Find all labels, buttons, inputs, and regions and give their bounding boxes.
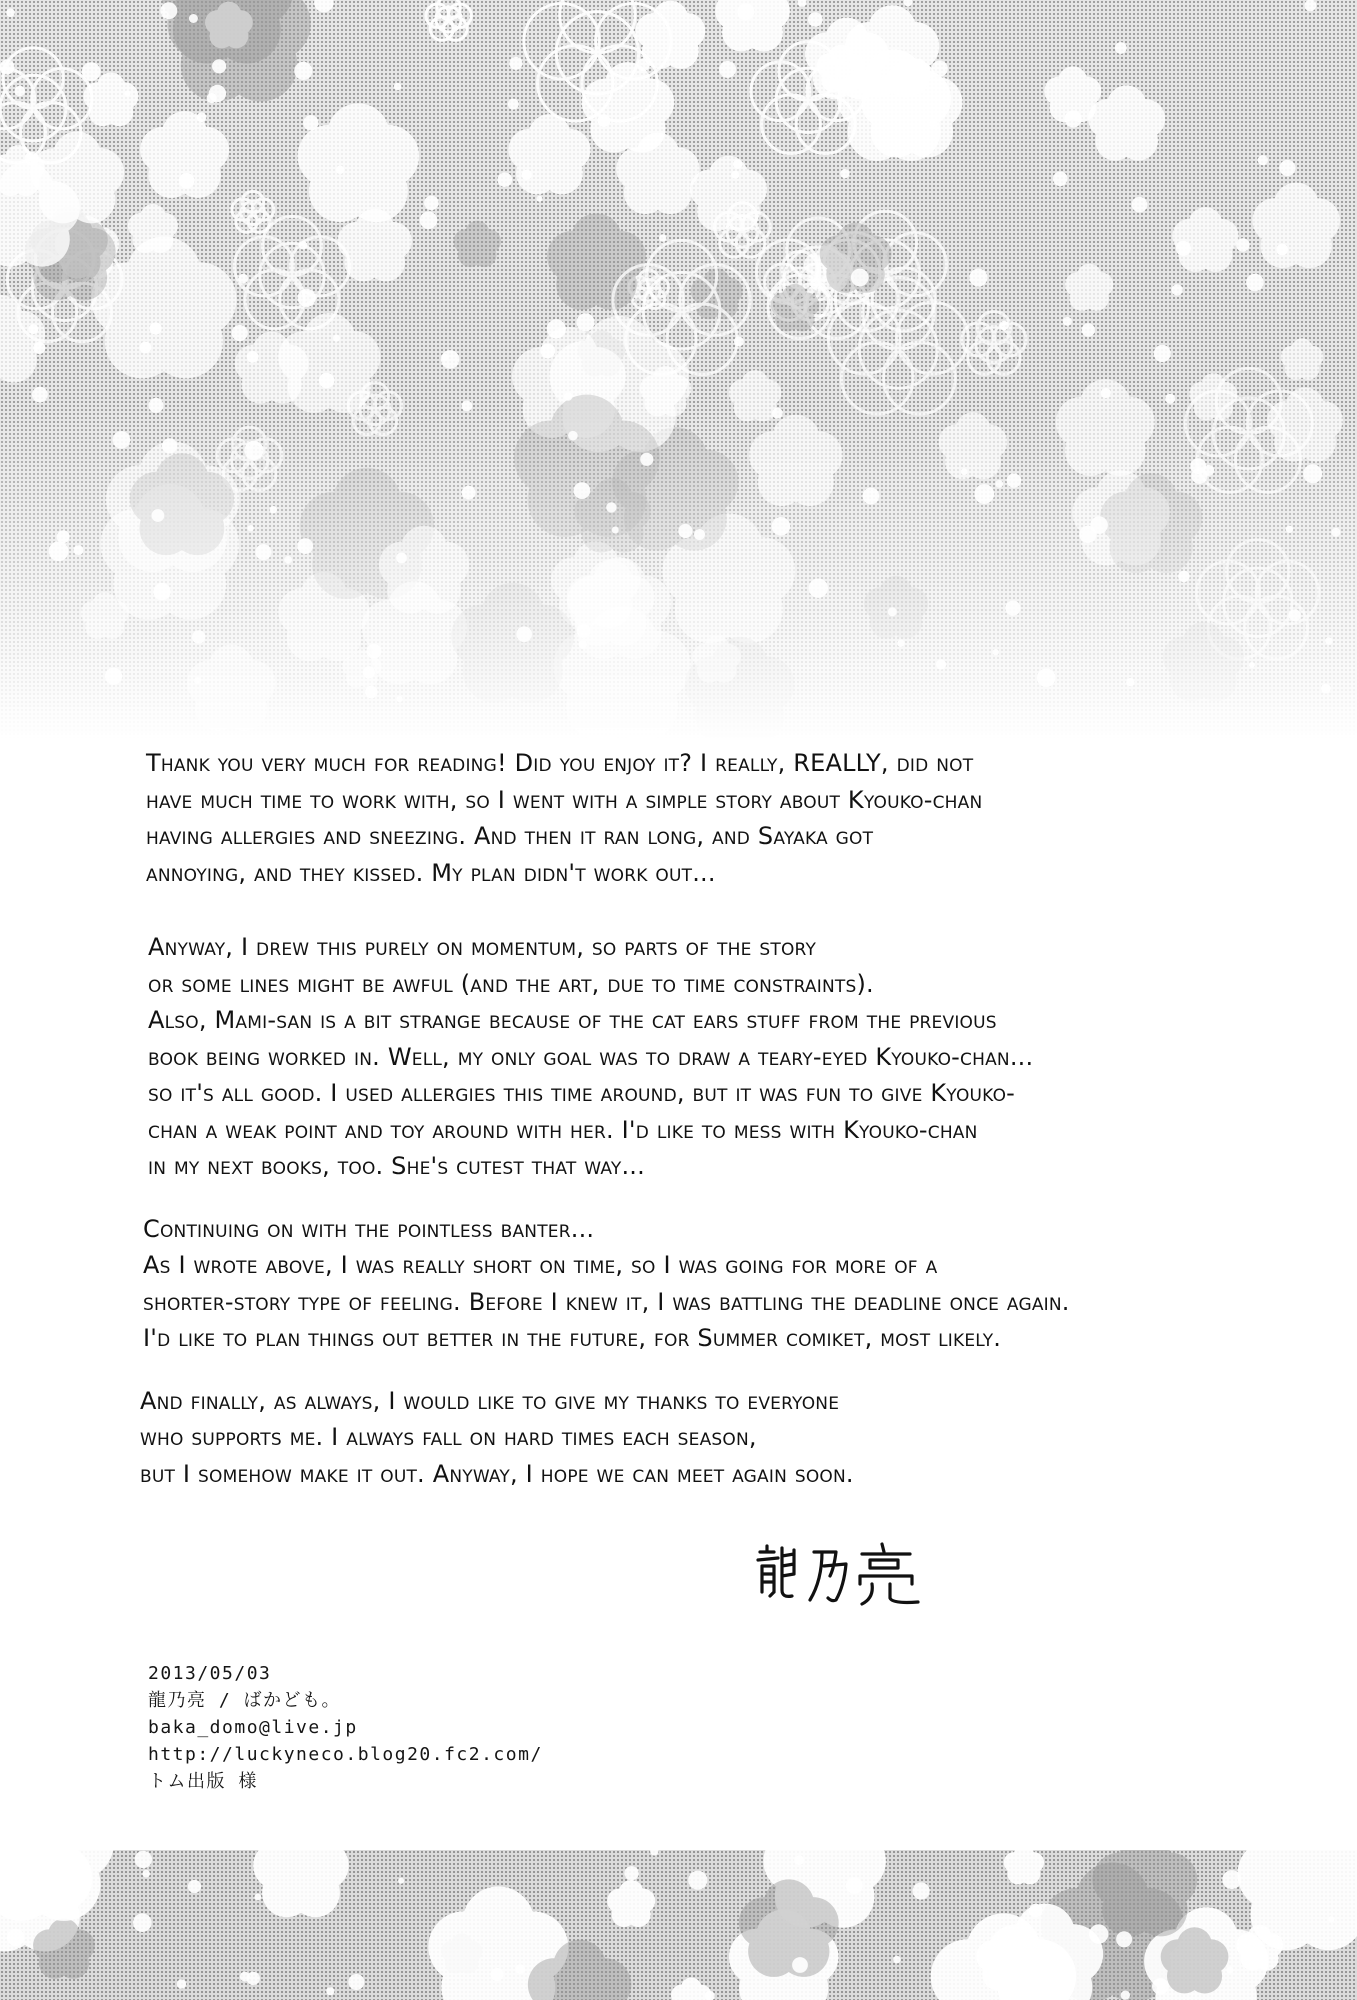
text-line: book being worked in. Well, my only goal was to draw a teary-eyed Kyouko-chan...	[148, 1042, 1034, 1071]
credit-date: 2013/05/03	[148, 1663, 272, 1684]
pattern-dot	[995, 480, 1003, 488]
pattern-dot	[1222, 1870, 1241, 1889]
text-line: And finally, as always, I would like to give my thanks to everyone	[140, 1386, 840, 1415]
flower-shape	[1172, 207, 1238, 272]
pattern-dot	[1236, 238, 1249, 251]
pattern-dot	[160, 2, 177, 19]
flower-shape	[426, 0, 471, 40]
pattern-dot	[326, 1987, 334, 1995]
pattern-dot	[637, 58, 650, 71]
pattern-dot	[1303, 464, 1322, 483]
pattern-dot	[1325, 637, 1333, 645]
pattern-dot	[1132, 197, 1148, 213]
pattern-dot	[731, 171, 739, 179]
pattern-dot	[1063, 317, 1072, 326]
pattern-dot	[194, 677, 201, 684]
pattern-dot	[733, 160, 742, 169]
pattern-dot	[314, 0, 334, 12]
pattern-dot	[1289, 609, 1301, 621]
pattern-dot	[598, 114, 611, 127]
pattern-dot	[794, 1855, 804, 1865]
pattern-dot	[849, 58, 861, 70]
pattern-dot	[319, 373, 334, 388]
pattern-dot	[124, 91, 130, 97]
flower-shape	[187, 645, 275, 731]
pattern-dot	[1152, 1978, 1169, 1995]
pattern-dot	[149, 398, 164, 413]
pattern-dot	[537, 196, 543, 202]
pattern-dot	[255, 544, 271, 560]
text-line: have much time to work with, so I went with a simple story about Kyouko-chan	[146, 785, 983, 814]
flower-shape	[232, 191, 274, 232]
pattern-dot	[247, 525, 253, 531]
pattern-dot	[1176, 241, 1191, 256]
pattern-dot	[840, 169, 849, 178]
pattern-dot	[247, 1972, 260, 1985]
pattern-dot	[162, 438, 177, 453]
pattern-dot	[207, 93, 217, 103]
pattern-dot	[624, 1866, 638, 1880]
pattern-dot	[1305, 0, 1317, 11]
pattern-dot	[1226, 1967, 1233, 1974]
flower-shape	[607, 1880, 655, 1927]
flower-shape	[508, 114, 590, 194]
pattern-dot	[396, 553, 407, 564]
pattern-dot	[851, 269, 869, 287]
pattern-dot	[1053, 172, 1068, 187]
credit-publisher: トム出版 様	[148, 1771, 258, 1792]
pattern-dot	[105, 668, 122, 685]
text-line: Also, Mami-san is a bit strange because of the cat ears stuff from the previous	[148, 1006, 997, 1034]
flower-shape	[1252, 183, 1340, 268]
flower-shape	[1163, 622, 1244, 701]
pattern-dot	[462, 401, 473, 412]
pattern-dot	[893, 1956, 901, 1964]
pattern-dot	[719, 61, 736, 78]
bottom-flower-pattern	[0, 1850, 1357, 2000]
pattern-dot	[993, 649, 999, 655]
text-line: Anyway, I drew this purely on momentum, so parts of the story	[148, 933, 817, 961]
pattern-dot	[547, 319, 566, 338]
top-flower-pattern	[0, 0, 1357, 740]
pattern-dot	[299, 241, 308, 250]
pattern-dot	[576, 313, 594, 331]
pattern-dot	[509, 57, 522, 70]
pattern-dot	[640, 453, 653, 466]
pattern-dot	[1037, 668, 1056, 687]
pattern-dot	[7, 1929, 24, 1946]
pattern-dot	[808, 12, 823, 27]
flower-shape	[0, 1850, 114, 1921]
pattern-dot	[577, 624, 591, 638]
paragraph-4	[140, 1383, 1260, 1493]
pattern-dot	[606, 502, 616, 512]
pattern-dot	[1321, 684, 1331, 694]
pattern-dot	[659, 234, 666, 241]
pattern-dot	[498, 172, 513, 187]
pattern-dot	[1121, 1991, 1130, 2000]
top-flower-shapes	[0, 0, 1357, 740]
pattern-dot	[540, 344, 555, 359]
pattern-dot	[824, 79, 834, 89]
flower-shape	[451, 583, 574, 703]
pattern-dot	[522, 170, 532, 180]
pattern-dot	[1101, 388, 1111, 398]
pattern-dot	[1276, 244, 1288, 256]
pattern-dot	[1116, 1931, 1132, 1947]
flower-shape	[939, 412, 1008, 479]
credit-url: http://luckyneco.blog20.fc2.com/	[148, 1744, 543, 1765]
pattern-dot	[1178, 571, 1189, 582]
pattern-dot	[809, 579, 828, 598]
flower-shape	[1092, 1850, 1197, 1936]
pattern-dot	[135, 1851, 152, 1868]
flower-shape	[128, 204, 178, 253]
pattern-dot	[14, 86, 25, 97]
flower-shape	[234, 216, 349, 328]
pattern-dot	[424, 196, 439, 211]
pattern-dot	[1165, 394, 1175, 404]
pattern-dot	[1079, 526, 1096, 543]
paragraph-1	[146, 745, 1260, 891]
pattern-dot	[348, 1974, 364, 1990]
text-line: annoying, and they kissed. My plan didn't work out...	[146, 858, 716, 887]
pattern-dot	[1007, 473, 1021, 487]
pattern-dot	[961, 468, 968, 475]
pattern-dot	[688, 1871, 707, 1890]
pattern-dot	[999, 321, 1009, 331]
pattern-dot	[904, 0, 913, 6]
pattern-dot	[441, 350, 460, 369]
pattern-dot	[797, 0, 806, 7]
flower-shape	[749, 415, 842, 506]
pattern-dot	[1328, 1916, 1334, 1922]
pattern-dot	[363, 666, 375, 678]
pattern-dot	[910, 59, 926, 75]
pattern-dot	[678, 524, 692, 538]
flower-shape	[1065, 264, 1113, 311]
flower-shape	[1281, 338, 1324, 380]
credit-author: 龍乃亮 / ばかども。	[148, 1690, 342, 1711]
pattern-dot	[1258, 155, 1268, 165]
flower-shape	[962, 311, 1026, 374]
flower-shape	[453, 221, 501, 267]
pattern-dot	[1005, 601, 1020, 616]
pattern-dot	[508, 99, 519, 110]
text-line: but I somehow make it out. Anyway, I hope we can meet again soon.	[140, 1459, 854, 1488]
flower-shape	[690, 156, 767, 231]
pattern-dot	[936, 659, 946, 669]
bottom-flower-shapes	[0, 1850, 1357, 2000]
pattern-dot	[1045, 1963, 1053, 1971]
pattern-dot	[113, 431, 131, 449]
pattern-dot	[516, 626, 532, 642]
text-line: chan a weak point and toy around with her. I'd like to mess with Kyouko-chan	[148, 1115, 978, 1144]
pattern-dot	[394, 83, 402, 91]
pattern-dot	[1331, 528, 1340, 537]
pattern-dot	[23, 1897, 31, 1905]
pattern-dot	[398, 1878, 404, 1884]
pattern-dot	[247, 351, 259, 363]
pattern-dot	[846, 1877, 863, 1894]
flower-shape	[1267, 388, 1343, 462]
text-line: As I wrote above, I was really short on time, so I was going for more of a	[143, 1251, 938, 1279]
pattern-dot	[1065, 110, 1082, 127]
pattern-dot	[772, 517, 791, 536]
pattern-dot	[1249, 662, 1255, 668]
text-line: so it's all good. I used allergies this time around, but it was fun to give Kyouko-	[148, 1079, 1016, 1107]
pattern-dot	[57, 530, 70, 543]
pattern-dot	[1171, 284, 1182, 295]
text-line: having allergies and sneezing. And then it ran long, and Sayaka got	[146, 822, 874, 850]
pattern-dot	[888, 607, 897, 616]
pattern-dot	[232, 325, 248, 341]
pattern-dot	[1115, 42, 1127, 54]
text-line: who supports me. I always fall on hard times each season,	[140, 1423, 757, 1451]
pattern-dot	[336, 166, 344, 174]
pattern-dot	[153, 583, 170, 600]
pattern-dot	[25, 152, 39, 166]
text-line: in my next books, too. She's cutest that way...	[148, 1152, 645, 1180]
pattern-dot	[397, 696, 403, 702]
pattern-dot	[366, 644, 381, 659]
afterword-letter	[140, 745, 1260, 1518]
paragraph-2	[148, 929, 1260, 1185]
pattern-dot	[579, 640, 587, 648]
pattern-dot	[694, 529, 705, 540]
pattern-dot	[1191, 468, 1207, 484]
pattern-dot	[238, 274, 248, 284]
pattern-dot	[303, 115, 318, 130]
text-line: or some lines might be awful (and the art, due to time constraints).	[148, 969, 874, 998]
pattern-dot	[564, 392, 573, 401]
pattern-dot	[333, 335, 340, 342]
pattern-dot	[1082, 323, 1095, 336]
flower-shape	[547, 213, 646, 310]
pattern-dot	[197, 112, 207, 122]
pattern-dot	[188, 1880, 201, 1893]
pattern-dot	[150, 322, 162, 334]
pattern-dot	[1279, 160, 1295, 176]
pattern-dot	[177, 1979, 186, 1988]
flower-shape	[1004, 1850, 1044, 1884]
pattern-dot	[737, 3, 754, 20]
pattern-dot	[932, 61, 948, 77]
flower-shape	[582, 62, 675, 152]
pattern-dot	[28, 324, 38, 334]
pattern-dot	[142, 1870, 150, 1878]
pattern-dot	[365, 686, 378, 699]
pattern-dot	[1286, 526, 1293, 533]
pattern-dot	[1029, 1904, 1043, 1918]
pattern-dot	[1154, 345, 1171, 362]
pattern-dot	[244, 441, 263, 460]
text-line: Continuing on with the pointless banter...	[143, 1214, 595, 1243]
pattern-dot	[32, 387, 48, 403]
pattern-dot	[6, 8, 15, 17]
pattern-dot	[284, 556, 292, 564]
pattern-dot	[863, 488, 880, 505]
pattern-dot	[612, 527, 619, 534]
pattern-dot	[568, 431, 578, 441]
pattern-dot	[515, 1964, 525, 1974]
signature-drawing	[752, 1540, 932, 1610]
pattern-dot	[1126, 678, 1134, 686]
pattern-dot	[650, 1850, 658, 1856]
flower-shape	[1189, 373, 1237, 420]
pattern-dot	[189, 14, 198, 23]
pattern-dot	[0, 60, 15, 75]
pattern-dot	[82, 62, 101, 81]
pattern-dot	[254, 1894, 261, 1901]
flower-shape	[864, 576, 928, 639]
pattern-dot	[73, 545, 83, 555]
text-line: Thank you very much for reading! Did you enjoy it? I really, REALLY, did not	[146, 749, 974, 777]
pattern-dot	[212, 59, 226, 73]
pattern-dot	[420, 212, 438, 230]
handwritten-signature	[752, 1540, 932, 1610]
pattern-dot	[179, 173, 195, 189]
pattern-dot	[192, 630, 205, 643]
pattern-dot	[734, 337, 744, 347]
pattern-dot	[152, 509, 165, 522]
pattern-dot	[140, 342, 152, 354]
pattern-dot	[837, 79, 847, 89]
pattern-dot	[298, 289, 316, 307]
pattern-dot	[574, 482, 591, 499]
pattern-dot	[772, 408, 783, 419]
pattern-dot	[297, 538, 313, 554]
pattern-dot	[897, 640, 904, 647]
pattern-dot	[792, 1957, 808, 1973]
pattern-dot	[929, 120, 936, 127]
text-line: shorter-story type of feeling. Before I knew it, I was battling the deadline once again.	[143, 1287, 1070, 1316]
pattern-dot	[1246, 274, 1264, 292]
pattern-dot	[969, 269, 987, 287]
pattern-dot	[49, 541, 69, 561]
pattern-dot	[33, 342, 45, 354]
pattern-dot	[294, 62, 312, 80]
credits-block	[148, 1660, 543, 1795]
pattern-dot	[270, 506, 277, 513]
pattern-dot	[913, 1882, 930, 1899]
pattern-dot	[133, 1913, 152, 1932]
text-line: I'd like to plan things out better in the future, for Summer comiket, most likely.	[143, 1324, 1002, 1352]
pattern-dot	[462, 486, 476, 500]
pattern-dot	[1089, 1924, 1108, 1943]
credit-email: baka_domo@live.jp	[148, 1717, 358, 1738]
pattern-dot	[491, 1968, 504, 1981]
paragraph-3	[143, 1211, 1260, 1357]
flower-shape	[253, 1850, 349, 1917]
pattern-dot	[974, 484, 994, 504]
flower-shape	[278, 313, 380, 413]
